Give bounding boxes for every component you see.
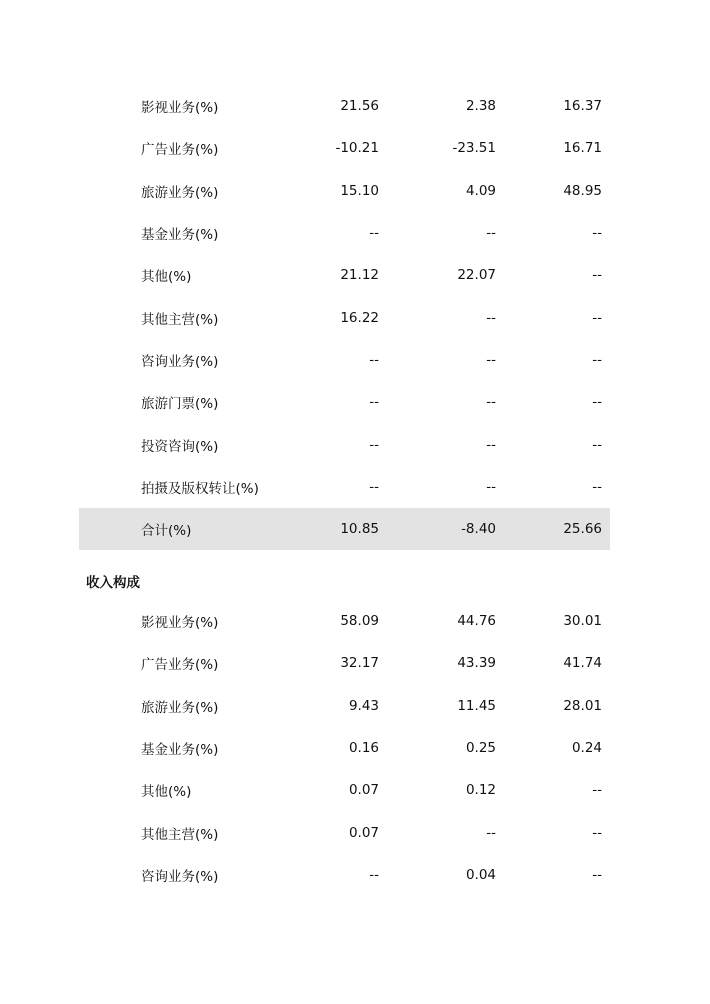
total-row	[79, 508, 610, 550]
cell-value: 0.07	[348, 824, 379, 841]
cell-value: --	[592, 351, 602, 368]
cell-value: --	[486, 225, 496, 242]
row-label: 旅游门票(%)	[141, 396, 219, 413]
cell-value: --	[592, 436, 602, 453]
cell-value: --	[486, 394, 496, 411]
table-row	[79, 423, 610, 465]
cell-value: 0.04	[465, 866, 496, 883]
table-row	[79, 127, 610, 169]
cell-value: 0.24	[571, 740, 602, 757]
cell-value: 22.07	[457, 267, 496, 284]
cell-value: --	[369, 478, 379, 495]
cell-value: 58.09	[340, 613, 379, 630]
row-label: 咨询业务(%)	[141, 353, 219, 370]
row-label: 基金业务(%)	[141, 742, 219, 759]
cell-value: --	[592, 225, 602, 242]
cell-value: -10.21	[335, 140, 379, 157]
row-label: 广告业务(%)	[141, 142, 219, 159]
cell-value: --	[592, 866, 602, 883]
cell-value: --	[486, 436, 496, 453]
cell-value: --	[592, 478, 602, 495]
row-label: 拍摄及版权转让(%)	[141, 480, 259, 497]
cell-value: 0.25	[465, 740, 496, 757]
row-label: 其他(%)	[141, 784, 192, 801]
total-value: 25.66	[563, 521, 602, 538]
cell-value: 16.37	[563, 98, 602, 115]
table-row	[79, 212, 610, 254]
total-label: 合计(%)	[141, 523, 192, 540]
cell-value: 0.12	[465, 782, 496, 799]
row-label: 广告业务(%)	[141, 657, 219, 674]
table-row	[79, 296, 610, 338]
table-row	[79, 170, 610, 212]
cell-value: 32.17	[340, 655, 379, 672]
row-label: 投资咨询(%)	[141, 438, 219, 455]
income-table	[79, 600, 610, 896]
table-row	[79, 727, 610, 769]
cell-value: 16.71	[563, 140, 602, 157]
row-label: 影视业务(%)	[141, 615, 219, 632]
row-label: 其他(%)	[141, 269, 192, 286]
section-title: 收入构成	[86, 575, 140, 591]
cell-value: --	[369, 394, 379, 411]
cell-value: -23.51	[452, 140, 496, 157]
table-row	[79, 685, 610, 727]
row-label: 咨询业务(%)	[141, 868, 219, 885]
cell-value: 41.74	[563, 655, 602, 672]
table-row	[79, 85, 610, 127]
cell-value: --	[369, 866, 379, 883]
table-row	[79, 339, 610, 381]
cell-value: --	[369, 351, 379, 368]
table-row	[79, 854, 610, 896]
cell-value: --	[592, 824, 602, 841]
table-row	[79, 381, 610, 423]
cell-value: 4.09	[465, 182, 496, 199]
cell-value: --	[369, 225, 379, 242]
row-label: 基金业务(%)	[141, 227, 219, 244]
cell-value: 2.38	[465, 98, 496, 115]
total-value: 10.85	[340, 521, 379, 538]
cell-value: --	[486, 351, 496, 368]
cell-value: --	[369, 436, 379, 453]
cell-value: --	[592, 267, 602, 284]
cell-value: 16.22	[340, 309, 379, 326]
cell-value: --	[486, 824, 496, 841]
cell-value: 21.56	[340, 98, 379, 115]
cell-value: 48.95	[563, 182, 602, 199]
row-label: 旅游业务(%)	[141, 184, 219, 201]
row-label: 旅游业务(%)	[141, 699, 219, 716]
cell-value: 21.12	[340, 267, 379, 284]
cell-value: 28.01	[563, 697, 602, 714]
cell-value: 0.07	[348, 782, 379, 799]
table-row	[79, 254, 610, 296]
row-label: 其他主营(%)	[141, 826, 219, 843]
cell-value: 15.10	[340, 182, 379, 199]
cell-value: --	[592, 782, 602, 799]
table-row	[79, 769, 610, 811]
cell-value: 43.39	[457, 655, 496, 672]
cell-value: 44.76	[457, 613, 496, 630]
table-row	[79, 642, 610, 684]
table-row	[79, 466, 610, 508]
cell-value: 30.01	[563, 613, 602, 630]
cell-value: --	[486, 478, 496, 495]
row-label: 影视业务(%)	[141, 100, 219, 117]
growth-table	[79, 85, 610, 550]
cell-value: --	[592, 394, 602, 411]
table-row	[79, 600, 610, 642]
cell-value: --	[486, 309, 496, 326]
cell-value: 11.45	[457, 697, 496, 714]
table-row	[79, 811, 610, 853]
row-label: 其他主营(%)	[141, 311, 219, 328]
cell-value: 9.43	[348, 697, 379, 714]
cell-value: --	[592, 309, 602, 326]
cell-value: 0.16	[348, 740, 379, 757]
total-value: -8.40	[461, 521, 496, 538]
